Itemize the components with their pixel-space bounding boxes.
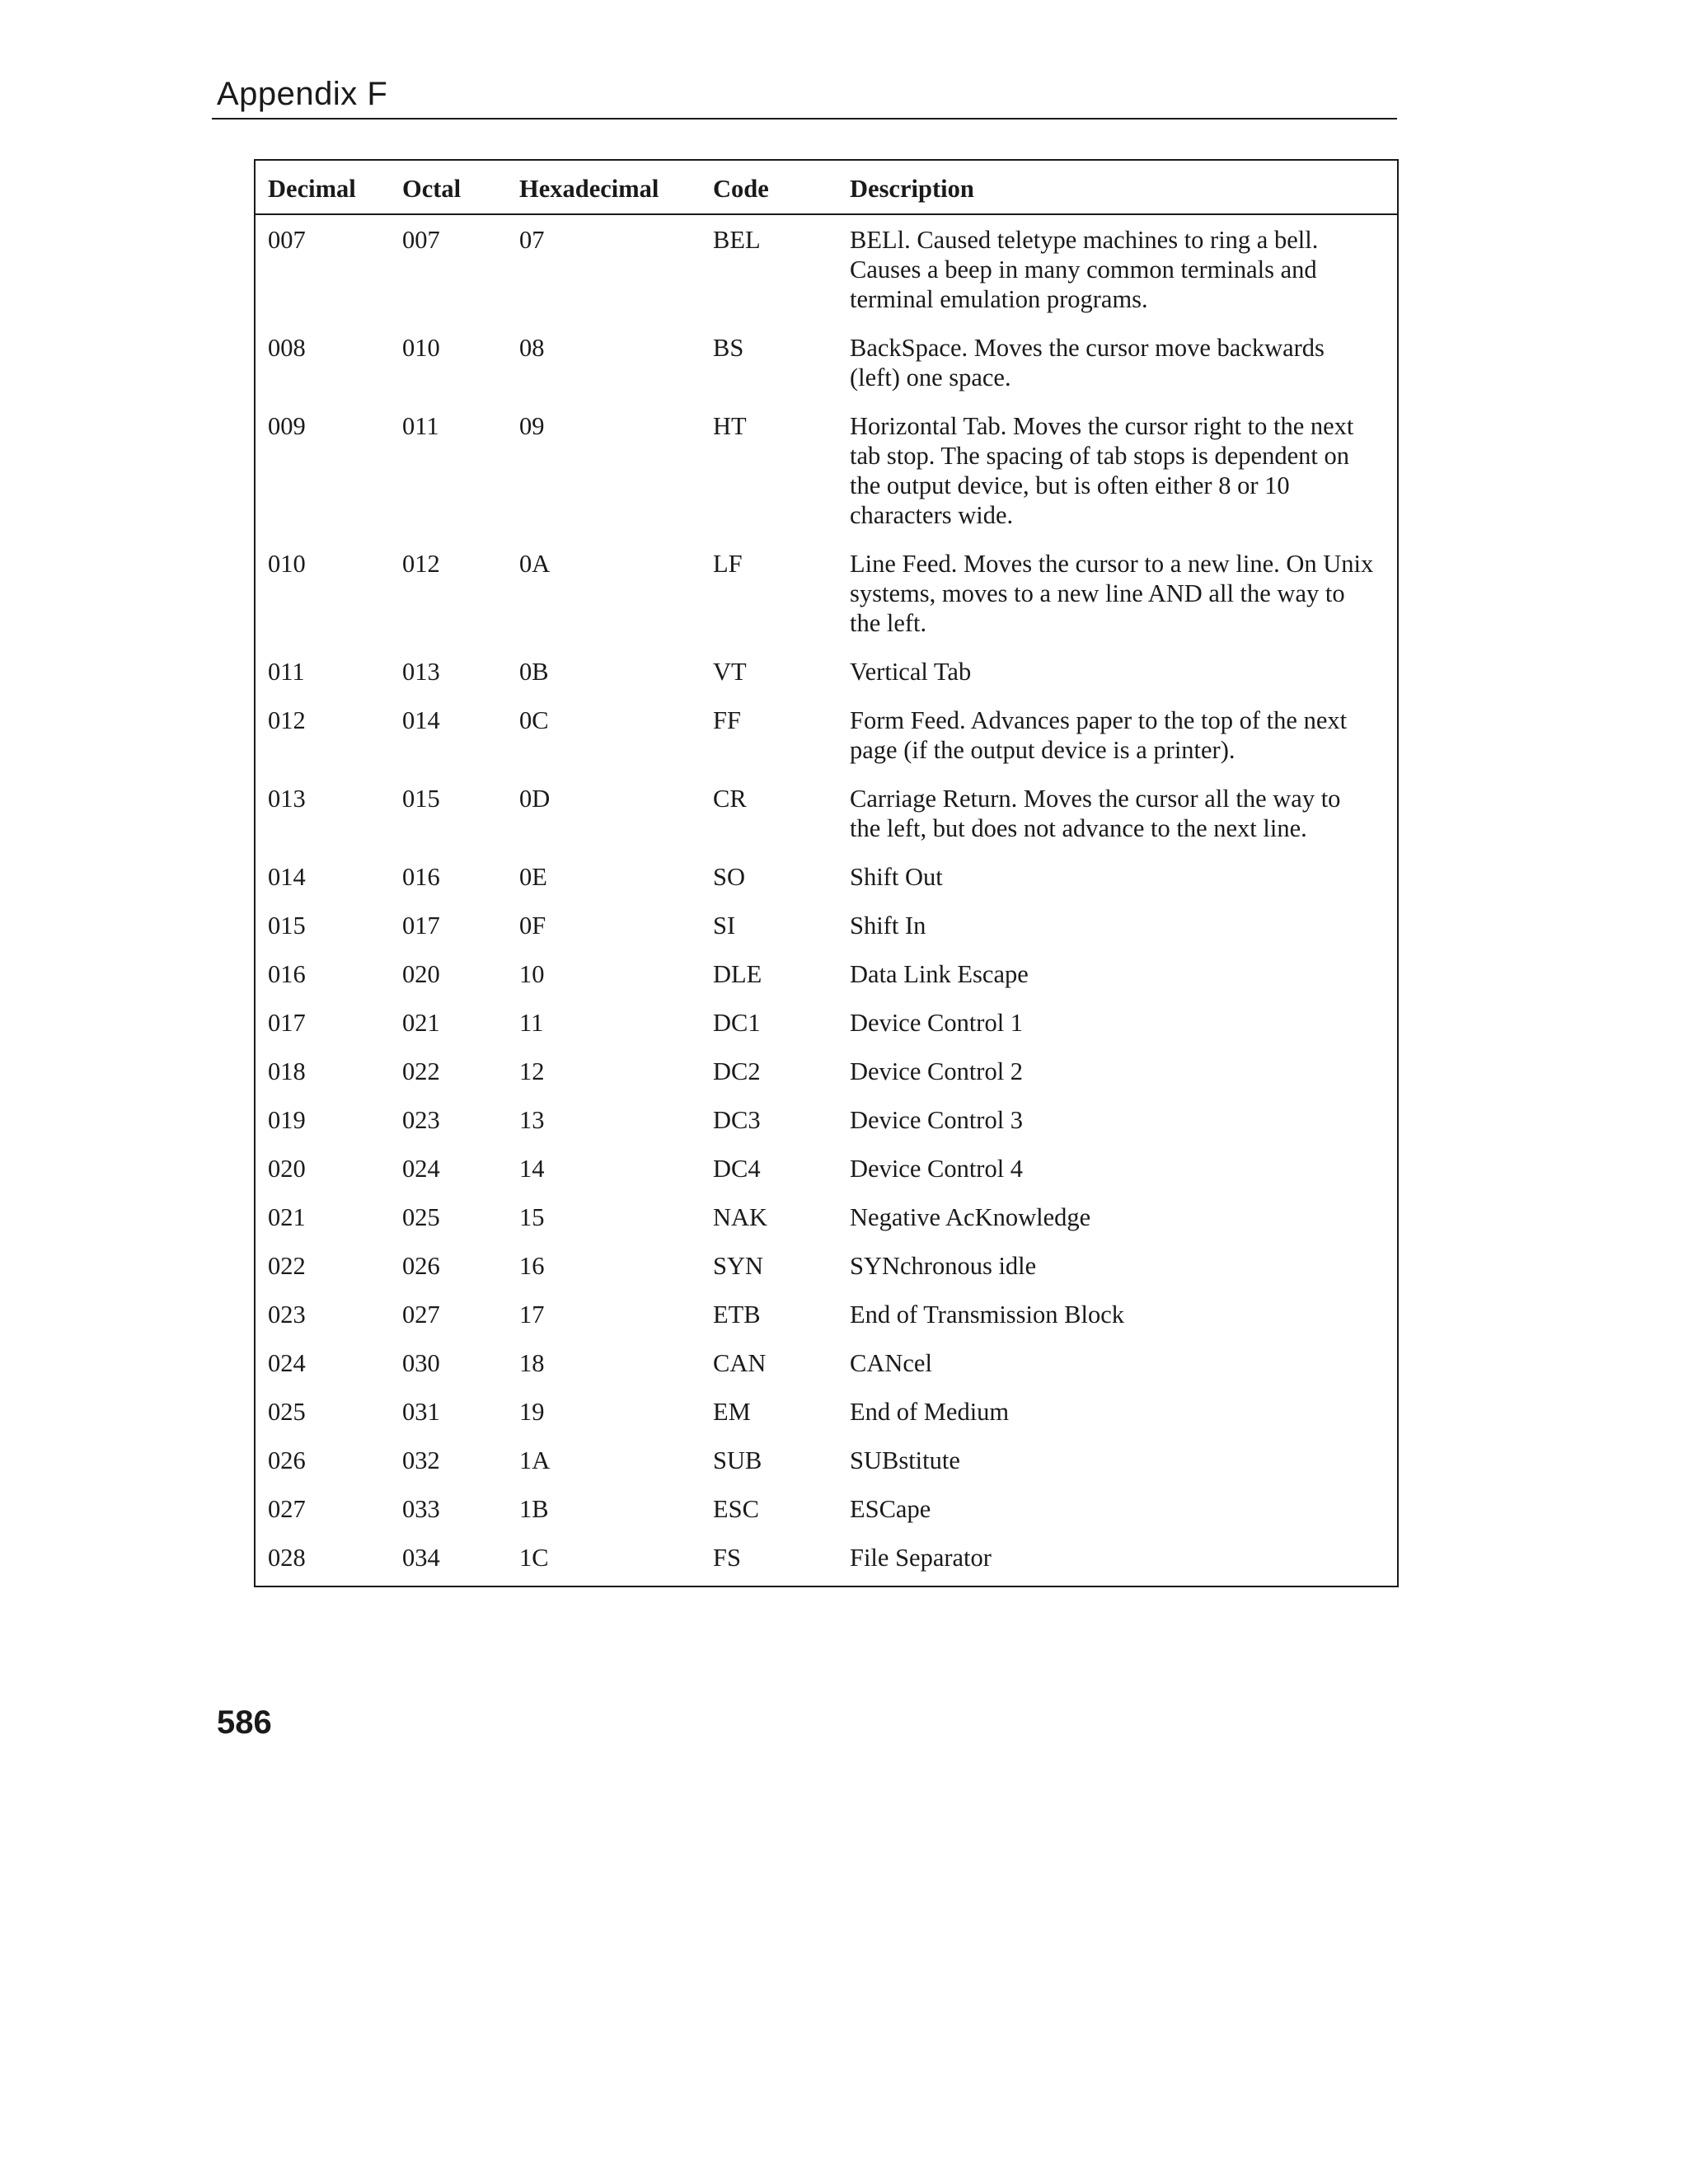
cell-code: DC1 xyxy=(713,1009,761,1037)
cell-hexadecimal: 0C xyxy=(519,706,549,734)
table-row xyxy=(255,1202,1398,1251)
cell-hexadecimal: 13 xyxy=(519,1106,545,1134)
cell-decimal: 009 xyxy=(268,412,306,440)
cell-description: Device Control 4 xyxy=(850,1155,1024,1183)
cell-decimal: 018 xyxy=(268,1057,306,1085)
cell-description: Negative AcKnowledge xyxy=(850,1203,1091,1231)
cell-decimal: 017 xyxy=(268,1009,306,1037)
cell-decimal: 013 xyxy=(268,785,306,813)
column-header-hexadecimal: Hexadecimal xyxy=(507,160,701,214)
table-row xyxy=(255,333,1398,411)
cell-description: Device Control 2 xyxy=(850,1057,1024,1085)
cell-description: Data Link Escape xyxy=(850,960,1029,988)
cell-description: Shift Out xyxy=(850,863,943,891)
table-body xyxy=(255,214,1398,1586)
cell-octal: 012 xyxy=(402,550,440,578)
cell-code: DC4 xyxy=(713,1155,761,1183)
cell-code: ESC xyxy=(713,1495,759,1523)
cell-code: CAN xyxy=(713,1349,767,1377)
cell-decimal: 021 xyxy=(268,1203,306,1231)
cell-description: End of Transmission Block xyxy=(850,1301,1124,1329)
cell-octal: 021 xyxy=(402,1009,440,1037)
table-row xyxy=(255,214,1398,333)
table-row xyxy=(255,1008,1398,1057)
cell-description: End of Medium xyxy=(850,1398,1010,1426)
table-row xyxy=(255,911,1398,959)
cell-description: Vertical Tab xyxy=(850,658,972,686)
cell-hexadecimal: 19 xyxy=(519,1398,545,1426)
table-row xyxy=(255,1397,1398,1446)
cell-description: Shift In xyxy=(850,912,926,940)
cell-octal: 015 xyxy=(402,785,440,813)
cell-description: Line Feed. Moves the cursor to a new line. On Unix systems, moves to a new line AND all the way to the left. xyxy=(850,550,1374,637)
cell-octal: 025 xyxy=(402,1203,440,1231)
cell-octal: 034 xyxy=(402,1544,440,1572)
cell-code: SUB xyxy=(713,1446,762,1474)
cell-hexadecimal: 14 xyxy=(519,1155,545,1183)
table-row xyxy=(255,862,1398,911)
cell-description: CANcel xyxy=(850,1349,932,1377)
cell-hexadecimal: 07 xyxy=(519,226,545,254)
cell-octal: 033 xyxy=(402,1495,440,1523)
table-row xyxy=(255,1300,1398,1348)
cell-octal: 024 xyxy=(402,1155,440,1183)
cell-code: DC3 xyxy=(713,1106,761,1134)
cell-hexadecimal: 11 xyxy=(519,1009,544,1037)
cell-octal: 032 xyxy=(402,1446,440,1474)
table-row xyxy=(255,411,1398,549)
cell-code: LF xyxy=(713,550,743,578)
cell-decimal: 028 xyxy=(268,1544,306,1572)
cell-code: HT xyxy=(713,412,747,440)
cell-hexadecimal: 1B xyxy=(519,1495,549,1523)
cell-hexadecimal: 18 xyxy=(519,1349,545,1377)
table-row xyxy=(255,657,1398,705)
cell-octal: 013 xyxy=(402,658,440,686)
cell-code: SO xyxy=(713,863,745,891)
table-row xyxy=(255,1494,1398,1543)
cell-decimal: 011 xyxy=(268,658,305,686)
cell-decimal: 027 xyxy=(268,1495,306,1523)
table-row xyxy=(255,1446,1398,1494)
cell-octal: 017 xyxy=(402,912,440,940)
cell-code: VT xyxy=(713,658,747,686)
cell-hexadecimal: 10 xyxy=(519,960,545,988)
table-row xyxy=(255,1543,1398,1586)
table-row xyxy=(255,1154,1398,1202)
cell-decimal: 015 xyxy=(268,912,306,940)
ascii-code-table xyxy=(254,159,1399,1587)
cell-description: BELl. Caused teletype machines to ring a bell. Causes a beep in many common terminals and terminal emulation programs. xyxy=(850,226,1319,313)
cell-description: Form Feed. Advances paper to the top of the next page (if the output device is a printer). xyxy=(850,706,1348,764)
cell-hexadecimal: 09 xyxy=(519,412,545,440)
cell-octal: 022 xyxy=(402,1057,440,1085)
table-header-row xyxy=(255,160,1398,214)
cell-code: NAK xyxy=(713,1203,768,1231)
column-header-octal: Octal xyxy=(390,160,507,214)
cell-decimal: 026 xyxy=(268,1446,306,1474)
cell-hexadecimal: 15 xyxy=(519,1203,545,1231)
cell-code: DLE xyxy=(713,960,762,988)
cell-octal: 030 xyxy=(402,1349,440,1377)
cell-description: Device Control 3 xyxy=(850,1106,1024,1134)
page-number: 586 xyxy=(217,1704,272,1741)
running-head: Appendix F xyxy=(217,76,388,112)
cell-decimal: 014 xyxy=(268,863,306,891)
cell-decimal: 023 xyxy=(268,1301,306,1329)
cell-decimal: 022 xyxy=(268,1252,306,1280)
cell-code: BS xyxy=(713,334,744,362)
cell-description: File Separator xyxy=(850,1544,992,1572)
cell-hexadecimal: 08 xyxy=(519,334,545,362)
table-row xyxy=(255,784,1398,862)
cell-octal: 020 xyxy=(402,960,440,988)
cell-octal: 010 xyxy=(402,334,440,362)
cell-octal: 014 xyxy=(402,706,440,734)
cell-description: ESCape xyxy=(850,1495,931,1523)
cell-hexadecimal: 17 xyxy=(519,1301,545,1329)
cell-decimal: 019 xyxy=(268,1106,306,1134)
cell-description: Horizontal Tab. Moves the cursor right to the next tab stop. The spacing of tab stops is dependent on the output device, but is often either 8 or 10 characters wide. xyxy=(850,412,1354,529)
cell-description: Device Control 1 xyxy=(850,1009,1024,1037)
table-row xyxy=(255,1105,1398,1154)
cell-octal: 007 xyxy=(402,226,440,254)
cell-description: SYNchronous idle xyxy=(850,1252,1037,1280)
cell-code: SI xyxy=(713,912,736,940)
cell-code: EM xyxy=(713,1398,751,1426)
cell-hexadecimal: 0B xyxy=(519,658,549,686)
cell-decimal: 025 xyxy=(268,1398,306,1426)
table-row xyxy=(255,1057,1398,1105)
cell-decimal: 016 xyxy=(268,960,306,988)
cell-hexadecimal: 0E xyxy=(519,863,547,891)
cell-decimal: 010 xyxy=(268,550,306,578)
cell-octal: 016 xyxy=(402,863,440,891)
cell-octal: 027 xyxy=(402,1301,440,1329)
cell-hexadecimal: 1A xyxy=(519,1446,551,1474)
cell-hexadecimal: 0F xyxy=(519,912,546,940)
cell-decimal: 007 xyxy=(268,226,306,254)
cell-code: BEL xyxy=(713,226,761,254)
cell-hexadecimal: 16 xyxy=(519,1252,545,1280)
cell-hexadecimal: 0D xyxy=(519,785,551,813)
cell-code: ETB xyxy=(713,1301,761,1329)
cell-octal: 031 xyxy=(402,1398,440,1426)
cell-octal: 026 xyxy=(402,1252,440,1280)
cell-decimal: 020 xyxy=(268,1155,306,1183)
cell-description: BackSpace. Moves the cursor move backwards (left) one space. xyxy=(850,334,1325,391)
table-row xyxy=(255,1348,1398,1397)
cell-description: Carriage Return. Moves the cursor all the way to the left, but does not advance to the next line. xyxy=(850,785,1341,842)
cell-code: SYN xyxy=(713,1252,764,1280)
cell-hexadecimal: 1C xyxy=(519,1544,549,1572)
cell-code: CR xyxy=(713,785,747,813)
cell-description: SUBstitute xyxy=(850,1446,960,1474)
column-header-description: Description xyxy=(837,160,1398,214)
cell-hexadecimal: 12 xyxy=(519,1057,545,1085)
cell-decimal: 012 xyxy=(268,706,306,734)
cell-decimal: 008 xyxy=(268,334,306,362)
cell-hexadecimal: 0A xyxy=(519,550,551,578)
table-row xyxy=(255,959,1398,1008)
column-header-decimal: Decimal xyxy=(255,160,390,214)
table-row xyxy=(255,549,1398,657)
cell-code: DC2 xyxy=(713,1057,761,1085)
cell-octal: 023 xyxy=(402,1106,440,1134)
cell-decimal: 024 xyxy=(268,1349,306,1377)
column-header-code: Code xyxy=(701,160,837,214)
cell-octal: 011 xyxy=(402,412,439,440)
cell-code: FF xyxy=(713,706,741,734)
header-rule xyxy=(212,118,1397,120)
cell-code: FS xyxy=(713,1544,741,1572)
table-row xyxy=(255,705,1398,784)
table-row xyxy=(255,1251,1398,1300)
